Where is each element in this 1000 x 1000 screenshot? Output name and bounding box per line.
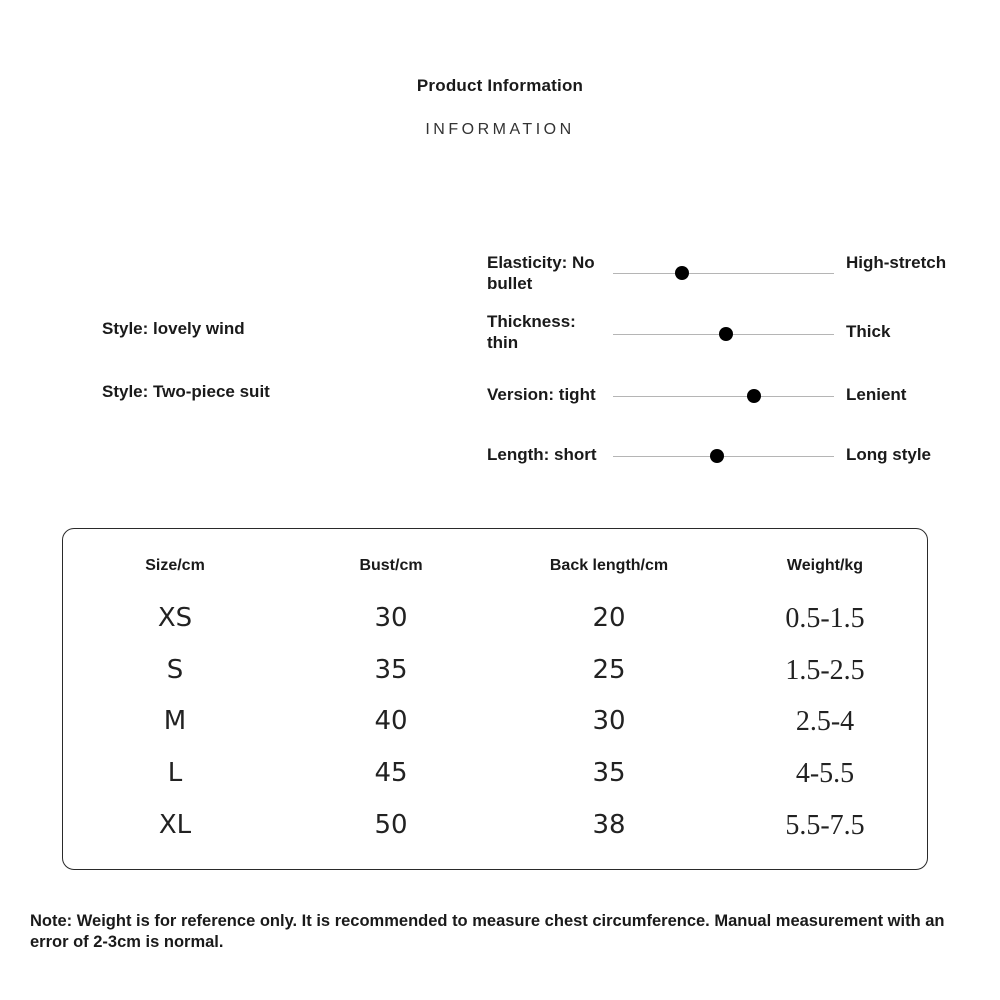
cell-bust-xl: 50 <box>374 810 408 840</box>
elasticity-marker <box>675 266 689 280</box>
cell-back-s: 25 <box>592 655 626 685</box>
cell-back-l: 35 <box>592 758 626 788</box>
version-left-label: Version: tight <box>487 385 596 404</box>
cell-weight-xs: 0.5-1.5 <box>785 603 865 634</box>
elasticity-right-label: High-stretch <box>846 253 947 272</box>
cell-bust-l: 45 <box>374 758 408 788</box>
cell-bust-s: 35 <box>374 655 408 685</box>
header-bust: Bust/cm <box>359 557 423 574</box>
header-size: Size/cm <box>145 557 205 574</box>
length-track <box>613 456 834 457</box>
cell-weight-l: 4-5.5 <box>795 758 855 789</box>
cell-back-xl: 38 <box>592 810 626 840</box>
thickness-right-label: Thick <box>846 322 891 341</box>
cell-bust-xs: 30 <box>374 603 408 633</box>
cell-weight-s: 1.5-2.5 <box>785 655 865 686</box>
cell-weight-xl: 5.5-7.5 <box>785 810 865 841</box>
cell-back-m: 30 <box>592 706 626 736</box>
page-subtitle: INFORMATION <box>425 121 575 138</box>
length-marker <box>710 449 724 463</box>
size-table <box>62 528 928 870</box>
page-title: Product Information <box>416 76 584 95</box>
header-back-length: Back length/cm <box>549 557 669 574</box>
cell-back-xs: 20 <box>592 603 626 633</box>
cell-size-m: M <box>163 706 187 736</box>
cell-size-xl: XL <box>158 810 192 840</box>
measurement-note: Note: Weight is for reference only. It is recommended to measure chest circumference. Manual measurement with an error of 2-3cm is normal. <box>30 912 945 951</box>
thickness-track <box>613 334 834 335</box>
cell-size-xs: XS <box>157 603 193 633</box>
cell-size-s: S <box>166 655 184 685</box>
elasticity-left-label: Elasticity: No bullet <box>487 253 595 293</box>
cell-size-l: L <box>167 758 183 788</box>
version-track <box>613 396 834 397</box>
header-weight: Weight/kg <box>786 557 864 574</box>
style-label-1: Style: lovely wind <box>102 319 245 338</box>
version-marker <box>747 389 761 403</box>
cell-weight-m: 2.5-4 <box>795 706 855 737</box>
version-right-label: Lenient <box>846 385 907 404</box>
thickness-left-label: Thickness: thin <box>487 312 576 352</box>
style-label-2: Style: Two-piece suit <box>102 382 270 401</box>
cell-bust-m: 40 <box>374 706 408 736</box>
length-left-label: Length: short <box>487 445 597 464</box>
elasticity-track <box>613 273 834 274</box>
thickness-marker <box>719 327 733 341</box>
length-right-label: Long style <box>846 445 932 464</box>
